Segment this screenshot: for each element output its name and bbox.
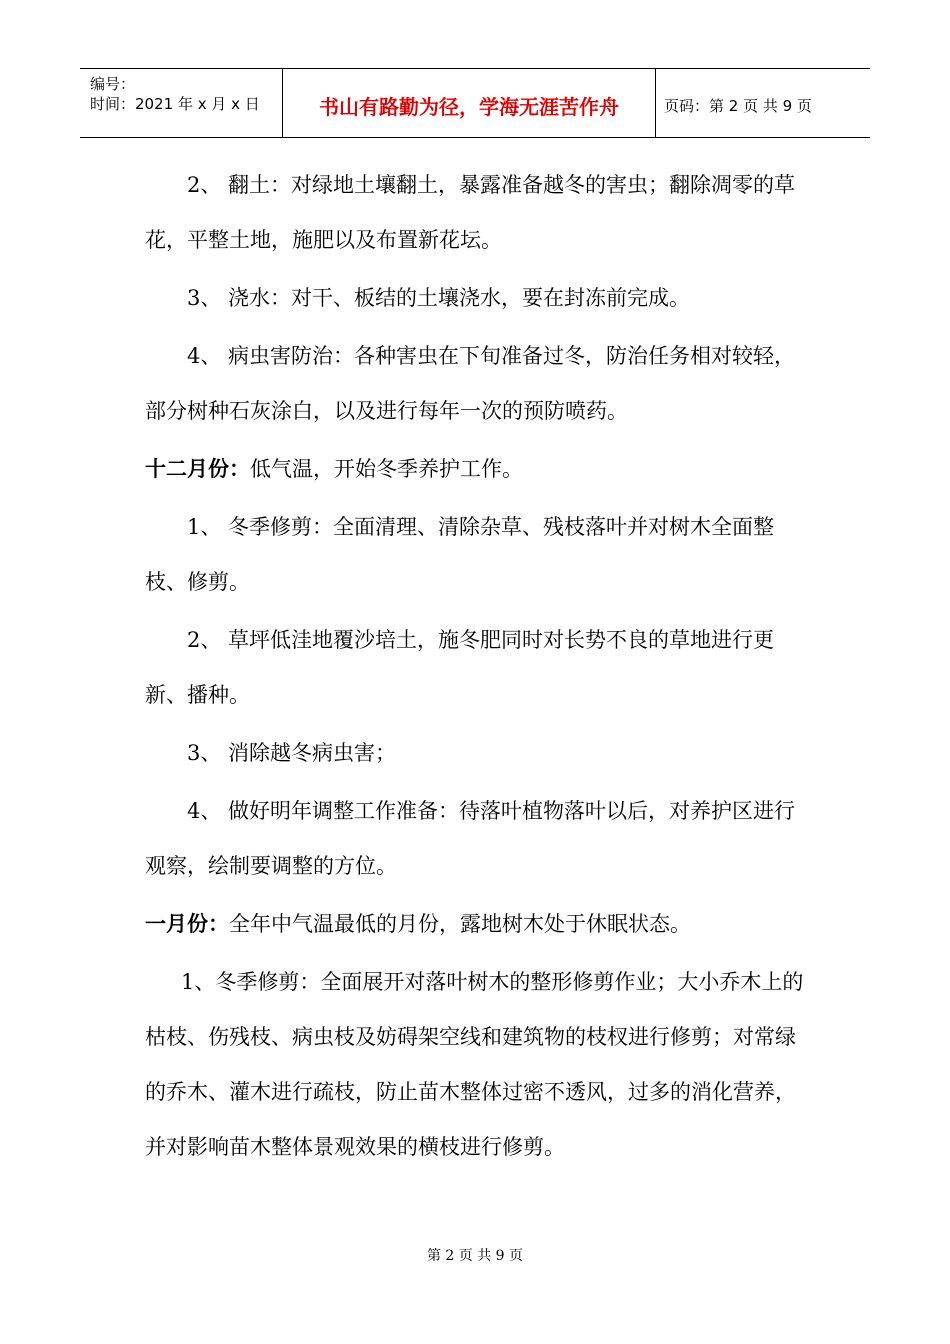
paragraph-dec-item-3: 3、 消除越冬病虫害； (187, 741, 397, 765)
header-middle-cell (283, 69, 656, 137)
section-title-december: 十二月份： (145, 457, 250, 481)
paragraph-item-2-turn-soil: 2、 翻土：对绿地土壤翻土，暴露准备越冬的害虫；翻除凋零的草花，平整土地，施肥以及布置新花坛。 (145, 173, 796, 252)
paragraph-dec-item-4: 4、 做好明年调整工作准备：待落叶植物落叶以后，对养护区进行观察，绘制要调整的方位。 (145, 799, 796, 878)
page-number-label: 页码：第 2 页 共 9 页 (664, 97, 812, 115)
section-text-december: 低气温，开始冬季养护工作。 (250, 457, 523, 481)
section-text-january: 全年中气温最低的月份，露地树木处于休眠状态。 (229, 912, 691, 936)
document-header (80, 68, 870, 138)
paragraph-dec-item-2: 2、 草坪低洼地覆沙培土，施冬肥同时对长势不良的草地进行更新、播种。 (145, 628, 775, 707)
section-december (145, 442, 810, 497)
time-label: 时间：2021 年 x 月 x 日 (90, 95, 260, 113)
paragraph-item-3-watering: 3、 浇水：对干、板结的土壤浇水，要在封冻前完成。 (187, 286, 691, 310)
header-right-cell (656, 69, 870, 137)
paragraph-item-4-pest-control: 4、 病虫害防治：各种害虫在下旬准备过冬，防治任务相对较轻，部分树种石灰涂白，以及进行每年一次的预防喷药。 (145, 344, 796, 423)
code-label: 编号： (90, 75, 136, 93)
motto: 书山有路勤为径，学海无涯苦作舟 (319, 95, 619, 119)
header-left-cell (80, 69, 283, 137)
section-title-january: 一月份： (145, 912, 229, 936)
paragraph-dec-item-1: 1、 冬季修剪：全面清理、清除杂草、残枝落叶并对树木全面整枝、修剪。 (145, 515, 775, 594)
document-body (145, 158, 810, 1178)
paragraph-jan-item-1: 1、冬季修剪：全面展开对落叶树木的整形修剪作业；大小乔木上的枯枝、伤残枝、病虫枝及妨碍架空线和建筑物的枝杈进行修剪；对常绿的乔木、灌木进行疏枝，防止苗木整体过密不透风，过多的消化营养，并对影响苗木整体景观效果的横枝进行修剪。 (145, 970, 804, 1159)
section-january (145, 897, 810, 952)
page-footer: 第 2 页 共 9 页 (426, 1248, 524, 1264)
